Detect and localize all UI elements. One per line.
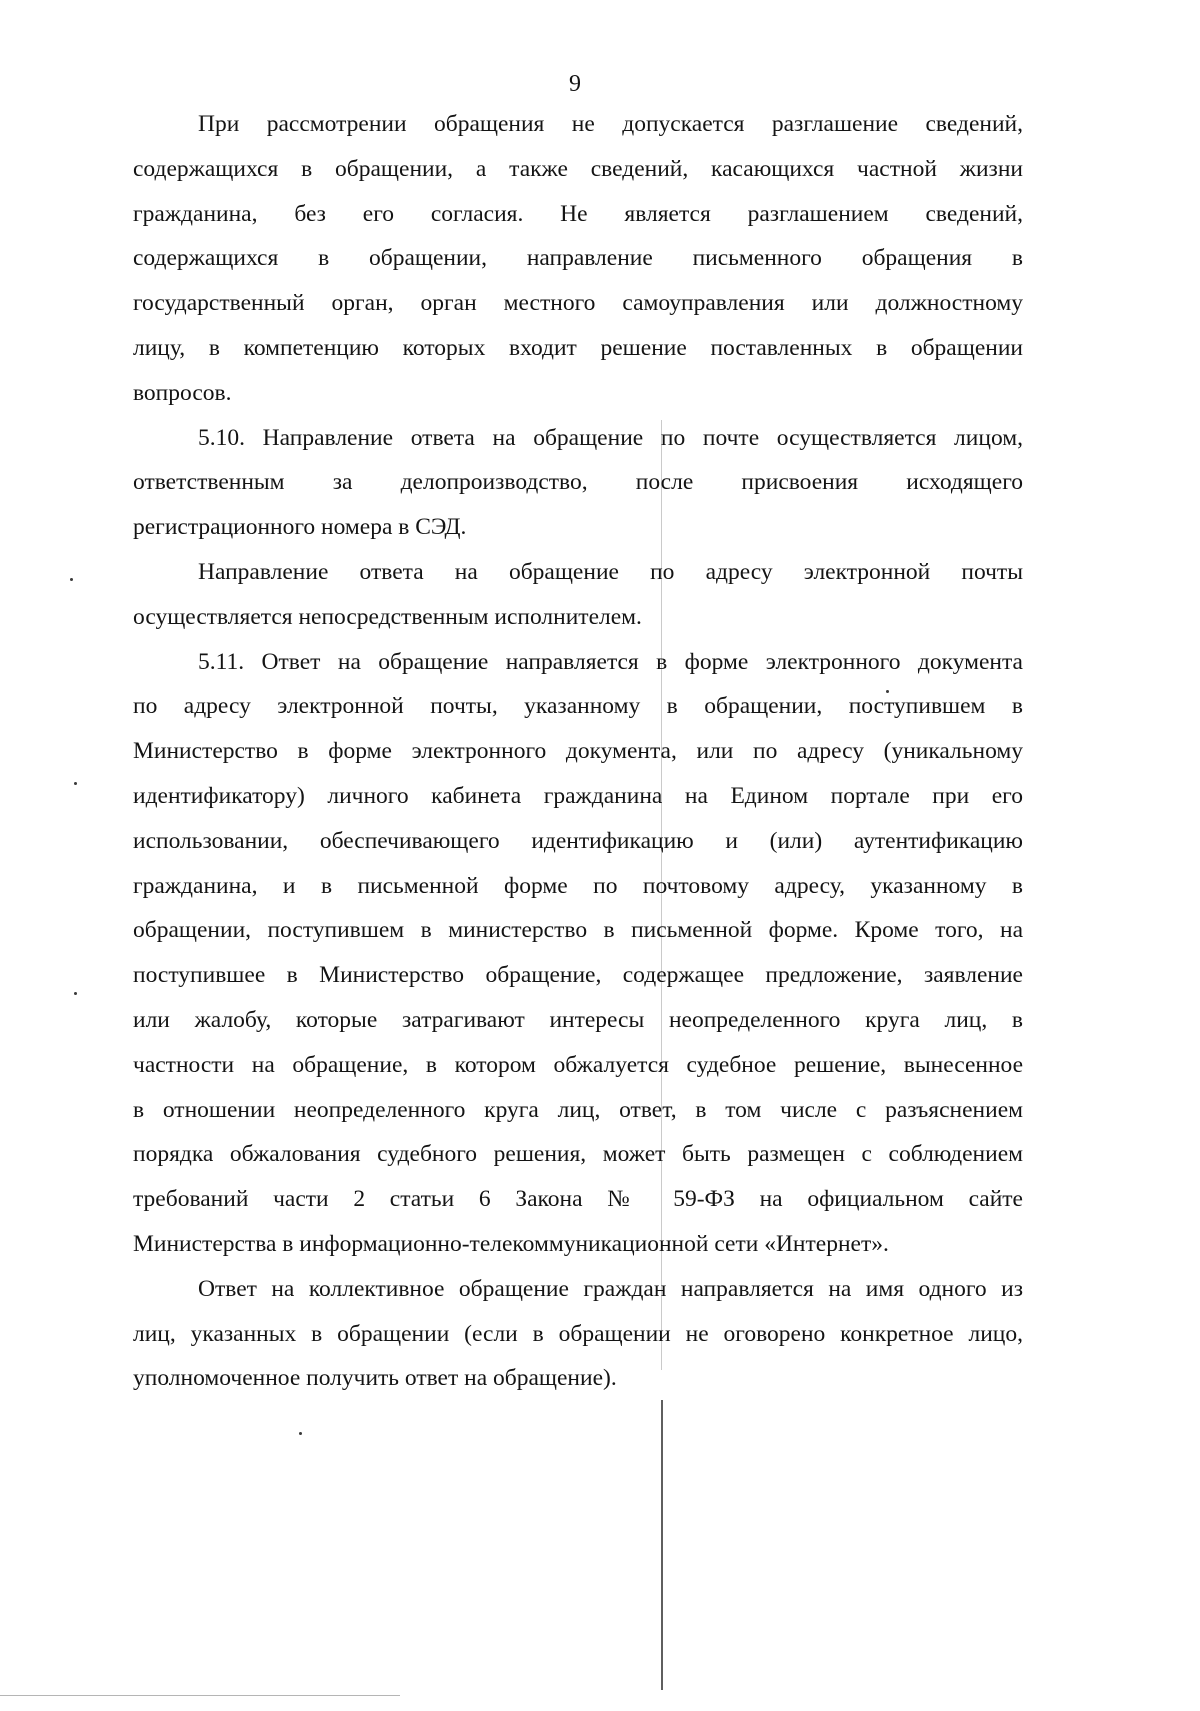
text-line: в отношении неопределенного круга лиц, ответ, в том числе с разъяснением [133, 1096, 1023, 1123]
text-line: Направление ответа на обращение по адресу электронной почты [198, 558, 1023, 585]
text-line: вопросов. [133, 379, 232, 406]
text-line: использовании, обеспечивающего идентификацию и (или) аутентификацию [133, 827, 1023, 854]
text-line: При рассмотрении обращения не допускается разглашение сведений, [198, 111, 1023, 137]
paragraph-5-11 [133, 640, 1023, 1267]
text-line: содержащихся в обращении, направление письменного обращения в [133, 245, 1023, 272]
text-line: порядка обжалования судебного решения, может быть размещен с соблюдением [133, 1141, 1023, 1168]
text-line: Министерство в форме электронного документа, или по адресу (уникальному [133, 738, 1023, 765]
text-line: государственный орган, орган местного самоуправления или должностному [133, 290, 1023, 317]
scan-speck [70, 578, 73, 581]
scan-speck [299, 1432, 302, 1435]
paragraph-5-10 [133, 416, 1023, 550]
text-line: лицу, в компетенцию которых входит решение поставленных в обращении [133, 334, 1023, 361]
text-line: 5.10. Направление ответа на обращение по почте осуществляется лицом, [198, 424, 1023, 451]
text-line: Министерства в информационно-телекоммуникационной сети «Интернет». [133, 1230, 889, 1257]
text-line: требований части 2 статьи 6 Закона № 59-ФЗ на официальном сайте [133, 1186, 1023, 1213]
text-line: лиц, указанных в обращении (если в обращении не оговорено конкретное лицо, [133, 1320, 1023, 1347]
text-line: обращении, поступившем в министерство в письменной форме. Кроме того, на [133, 917, 1023, 944]
text-line: по адресу электронной почты, указанному в обращении, поступившем в [133, 693, 1023, 720]
text-line: ответственным за делопроизводство, после присвоения исходящего [133, 469, 1023, 496]
text-line: 5.11. Ответ на обращение направляется в форме электронного документа [198, 648, 1023, 675]
scan-bottom-line [0, 1695, 400, 1696]
paragraph-email-direction [133, 550, 1023, 640]
paragraph-privacy [133, 102, 1023, 416]
scan-fold-line [661, 1400, 663, 1690]
text-line: регистрационного номера в СЭД. [133, 514, 467, 541]
text-line: идентификатору) личного кабинета гражданина на Едином портале при его [133, 782, 1023, 809]
text-line: частности на обращение, в котором обжалуется судебное решение, вынесенное [133, 1051, 1023, 1078]
text-line: гражданина, и в письменной форме по почтовому адресу, указанному в [133, 872, 1023, 899]
paragraph-collective-appeal [133, 1267, 1023, 1401]
text-line: осуществляется непосредственным исполнителем. [133, 603, 642, 630]
text-line: или жалобу, которые затрагивают интересы неопределенного круга лиц, в [133, 1006, 1023, 1033]
text-line: уполномоченное получить ответ на обращение). [133, 1365, 617, 1392]
document-body [133, 102, 1023, 1401]
text-line: поступившее в Министерство обращение, содержащее предложение, заявление [133, 962, 1023, 989]
text-line: гражданина, без его согласия. Не является разглашением сведений, [133, 200, 1023, 227]
text-line: Ответ на коллективное обращение граждан направляется на имя одного из [198, 1275, 1023, 1302]
page-number: 9 [569, 71, 581, 97]
text-line: содержащихся в обращении, а также сведений, касающихся частной жизни [133, 155, 1023, 182]
